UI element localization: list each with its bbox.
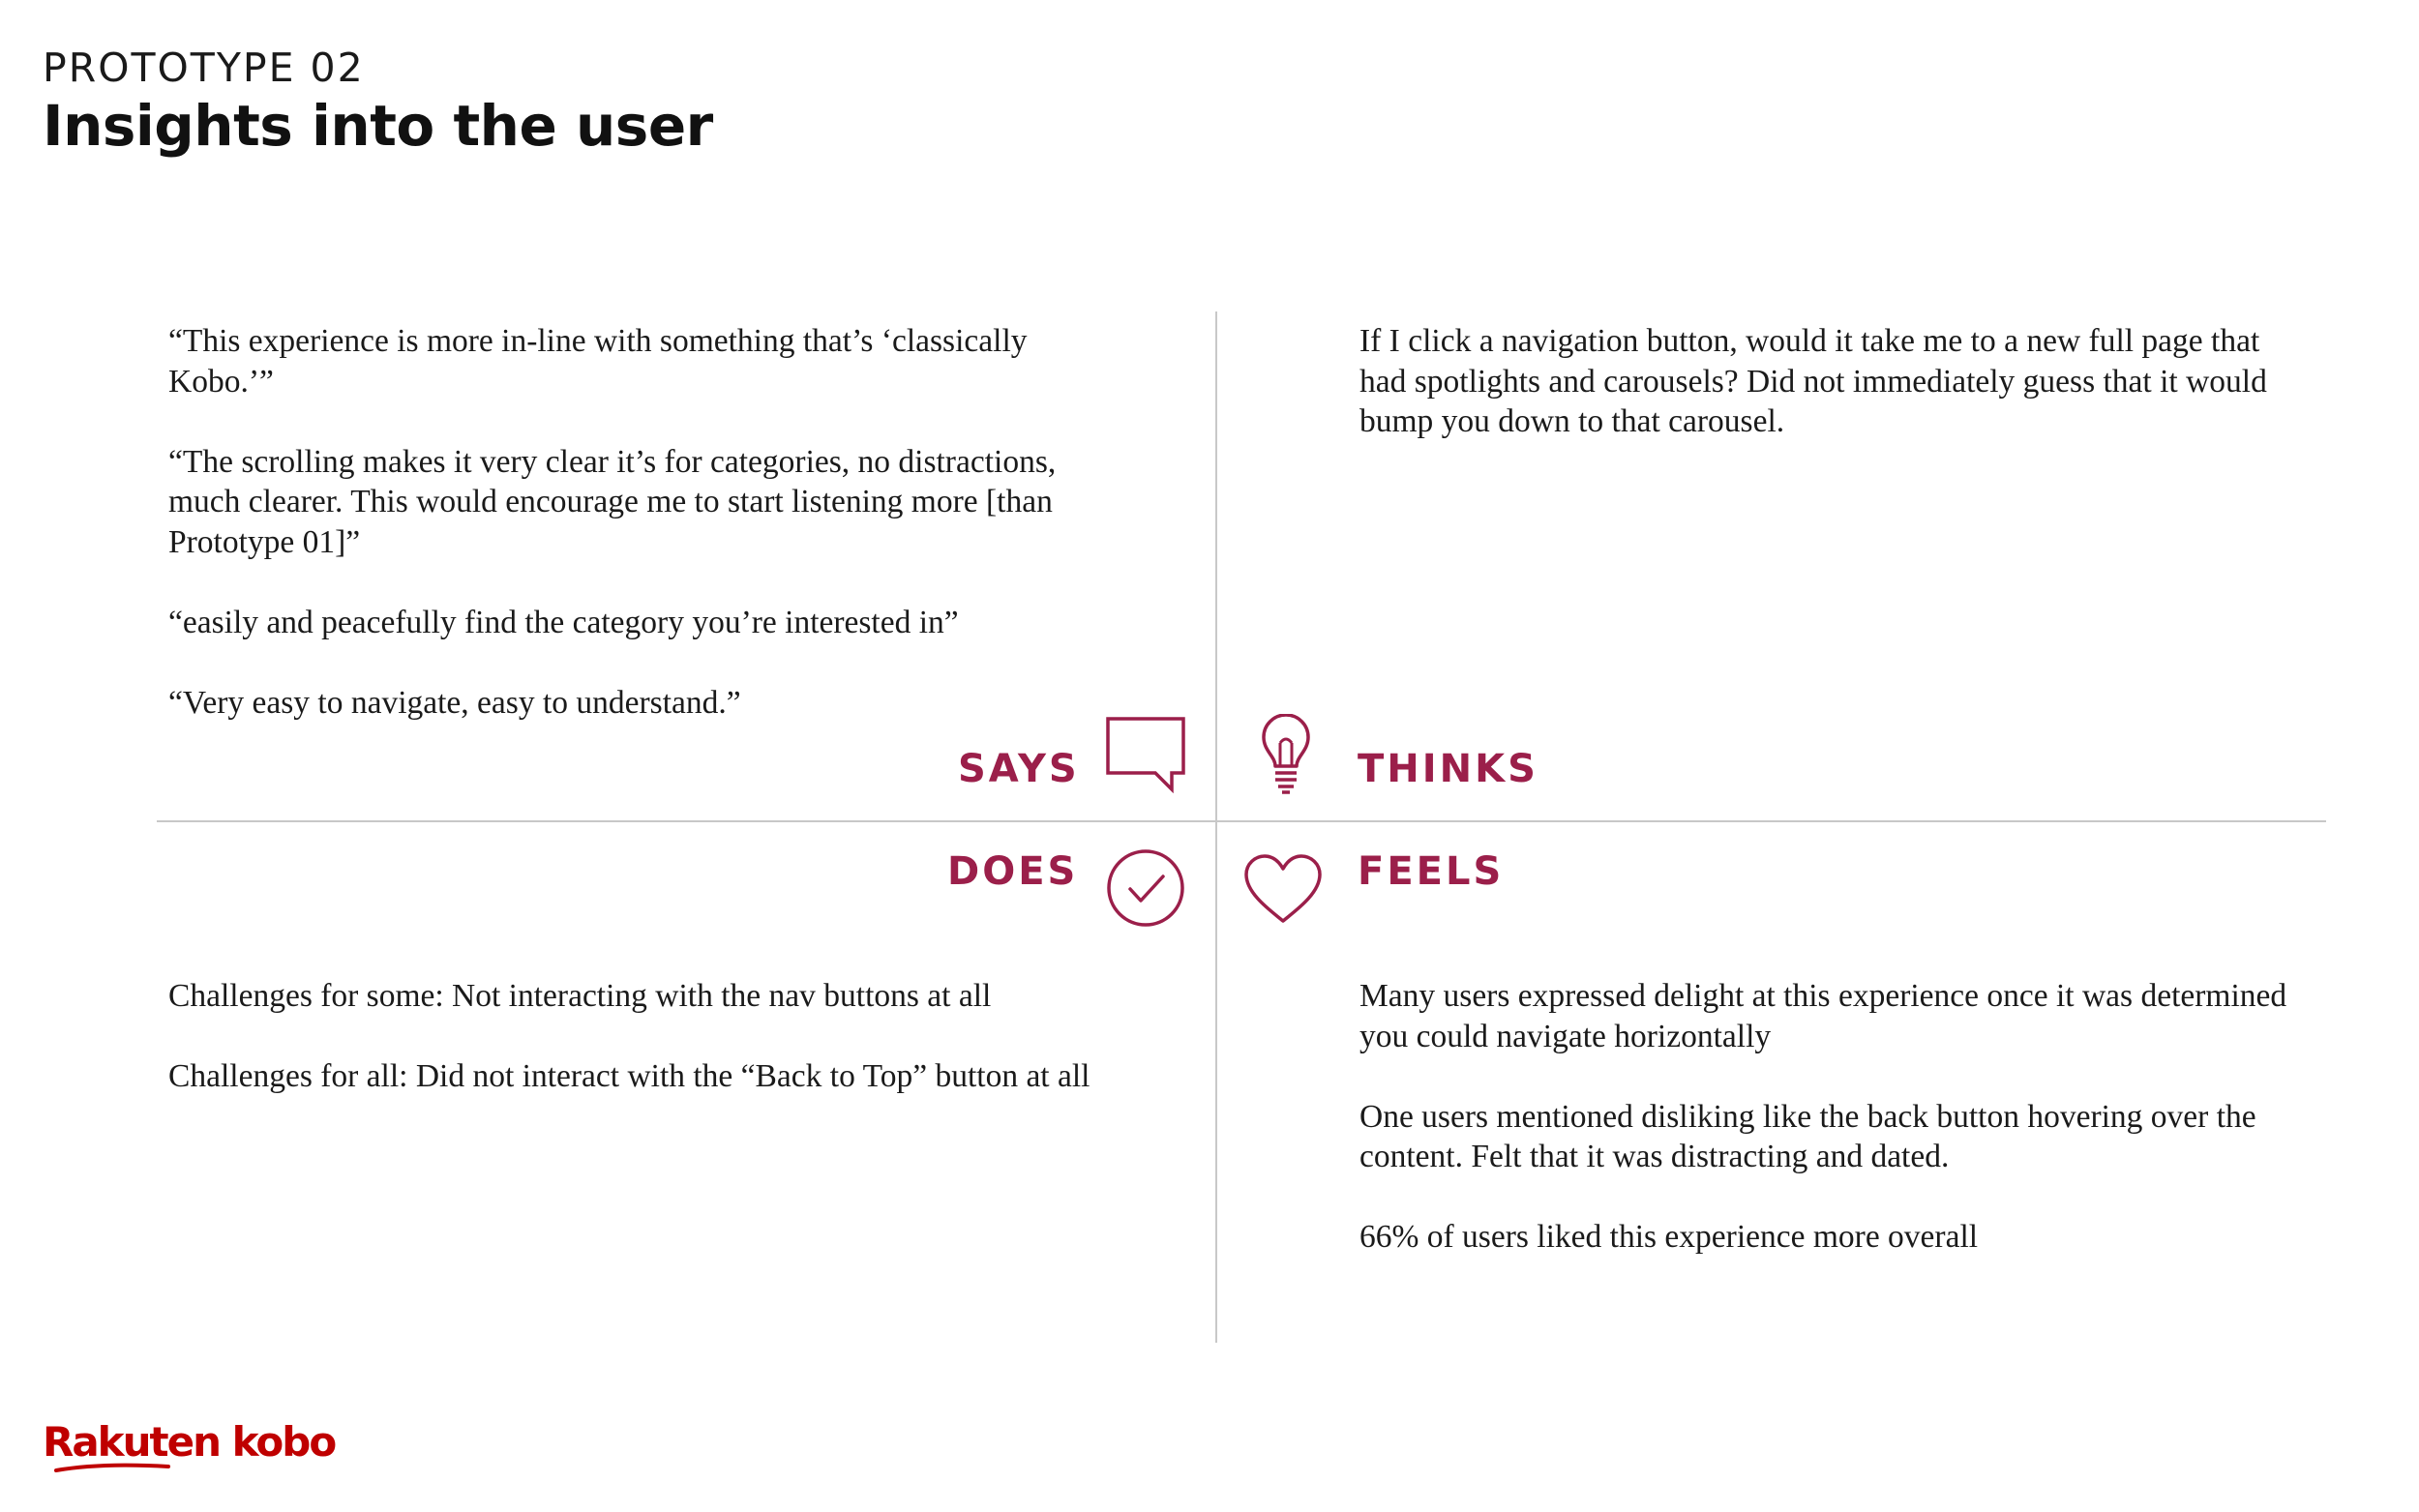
says-quadrant — [168, 321, 1088, 723]
thinks-label: THINKS — [1358, 747, 1538, 791]
feels-note-1: Many users expressed delight at this experience once it was determined you could navigate horizontally — [1359, 978, 2287, 1054]
feels-note-3: 66% of users liked this experience more overall — [1359, 1219, 1979, 1255]
logo-swoosh-icon — [54, 1461, 170, 1479]
horizontal-divider — [157, 820, 2326, 822]
eyebrow-label: PROTOTYPE 02 — [43, 44, 365, 91]
says-label: SAYS — [958, 747, 1080, 791]
does-label: DOES — [947, 849, 1079, 894]
says-quote-4: “Very easy to navigate, easy to understand.” — [168, 684, 741, 721]
feels-label: FEELS — [1358, 849, 1505, 894]
feels-note-2: One users mentioned disliking like the back button hovering over the content. Felt that it was distracting and dated. — [1359, 1098, 2256, 1174]
checkmark-circle-icon — [1105, 847, 1186, 929]
thinks-note-1: If I click a navigation button, would it take me to a new full page that had spotlights and carousels? Did not immediately guess that it would bump you down to that carousel. — [1359, 323, 2267, 439]
speech-bubble-icon — [1105, 716, 1186, 793]
heart-icon — [1242, 853, 1324, 925]
rakuten-kobo-logo: Rakuten kobo — [43, 1418, 336, 1466]
does-quadrant — [168, 976, 1097, 1097]
thinks-quadrant — [1359, 321, 2279, 442]
does-note-1: Challenges for some: Not interacting with the nav buttons at all — [168, 978, 992, 1014]
feels-quadrant — [1359, 976, 2327, 1258]
says-quote-1: “This experience is more in-line with something that’s ‘classically Kobo.’” — [168, 323, 1028, 400]
vertical-divider — [1215, 311, 1217, 1343]
does-note-2: Challenges for all: Did not interact with the “Back to Top” button at all — [168, 1058, 1090, 1094]
says-quote-2: “The scrolling makes it very clear it’s for categories, no distractions, much clearer. This would encourage me to start listening more [than Prototype 01]” — [168, 443, 1057, 560]
lightbulb-icon — [1256, 714, 1316, 795]
page-title: Insights into the user — [43, 93, 713, 159]
says-quote-3: “easily and peacefully find the category you’re interested in” — [168, 604, 959, 640]
